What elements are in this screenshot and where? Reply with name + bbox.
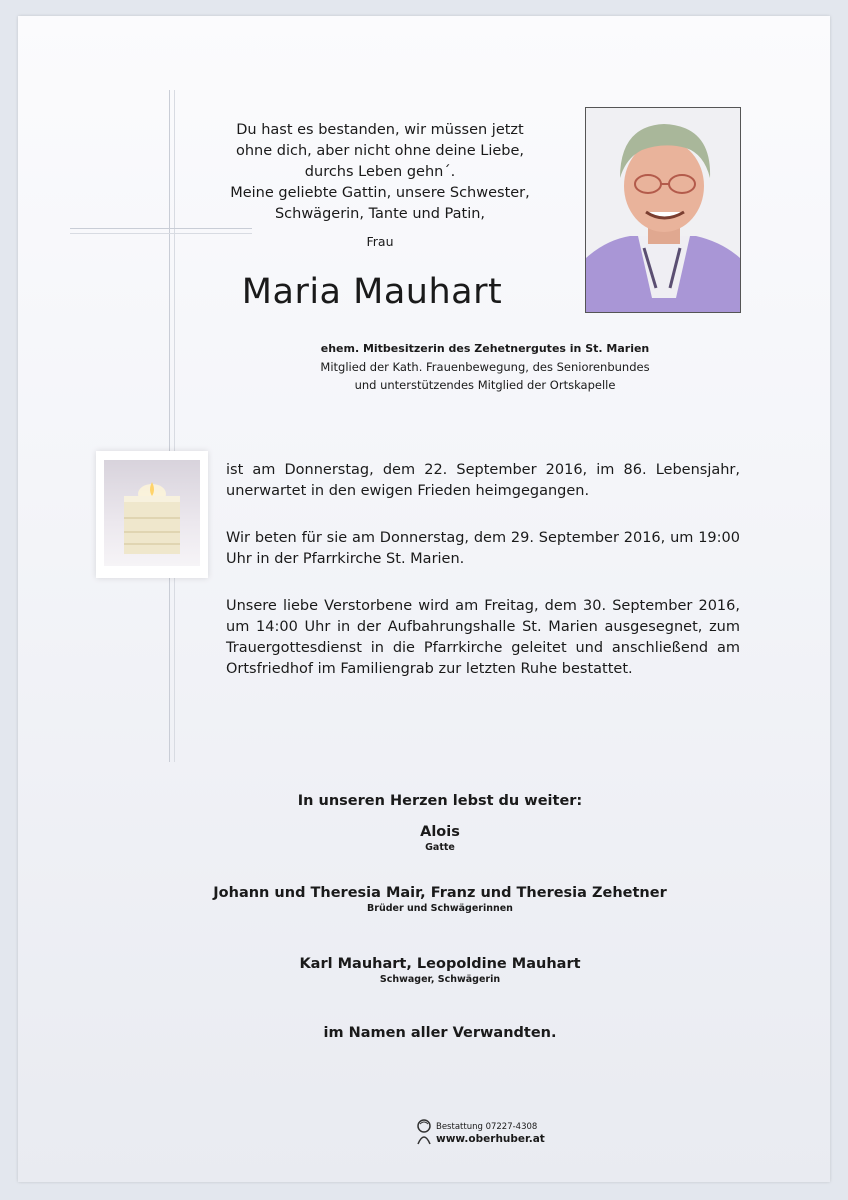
- funeral-home-website: www.oberhuber.at: [436, 1133, 545, 1145]
- biography-line: ehem. Mitbesitzerin des Zehetnergutes in St. Marien: [320, 342, 650, 355]
- poem-line: Du hast es bestanden, wir müssen jetzt: [236, 122, 524, 138]
- poem-line: ohne dich, aber nicht ohne deine Liebe,: [235, 143, 525, 159]
- death-paragraph: ist am Donnerstag, dem 22. September 2016, im 86. Lebensjahr, unerwartet in den ewigen Frieden heimgegangen.: [226, 462, 740, 499]
- announcement-text: [226, 460, 740, 706]
- salutation: Frau: [366, 234, 394, 249]
- prayer-paragraph: Wir beten für sie am Donnerstag, dem 29. September 2016, um 19:00 Uhr in der Pfarrkirche St. Marien.: [226, 530, 740, 567]
- mourner-names: Alois: [420, 824, 460, 840]
- candle-picture: [96, 451, 208, 578]
- cross-vertical-bar: [169, 90, 175, 762]
- mourner-names: Johann und Theresia Mair, Franz und Theresia Zehetner: [213, 885, 667, 901]
- mourner-group: [200, 956, 680, 985]
- portrait-photo: [585, 107, 741, 313]
- poem-line: durchs Leben gehn´.: [304, 164, 456, 180]
- biography-line: Mitglied der Kath. Frauenbewegung, des Seniorenbundes: [320, 360, 650, 374]
- closing-final: im Namen aller Verwandten.: [323, 1025, 557, 1041]
- mourner-relation: Gatte: [425, 842, 455, 853]
- poem-line: Schwägerin, Tante und Patin,: [274, 206, 486, 222]
- biography: [290, 340, 680, 394]
- deceased-name: Maria Mauhart: [241, 272, 503, 312]
- funeral-home-logo-icon: [414, 1118, 434, 1146]
- mourner-group: [200, 885, 680, 914]
- mourner-relation: Brüder und Schwägerinnen: [367, 903, 513, 914]
- mourner-relation: Schwager, Schwägerin: [379, 974, 501, 985]
- poem: [200, 120, 560, 225]
- candle-background: [104, 460, 200, 566]
- biography-line: und unterstützendes Mitglied der Ortskapelle: [354, 378, 616, 392]
- funeral-home-footer: [414, 1118, 554, 1150]
- mourner-names: Karl Mauhart, Leopoldine Mauhart: [299, 956, 581, 972]
- mourner-group: [200, 824, 680, 853]
- poem-line: Meine geliebte Gattin, unsere Schwester,: [230, 185, 530, 201]
- funeral-home-phone: Bestattung 07227-4308: [436, 1122, 538, 1132]
- funeral-paragraph: Unsere liebe Verstorbene wird am Freitag, dem 30. September 2016, um 14:00 Uhr in der Aufbahrungshalle St. Marien ausgesegnet, zum Trauergottesdienst in die Pfarrkirche geleitet und anschließend am Ortsfriedhof im Familiengrab zur letzten Ruhe bestattet.: [226, 598, 740, 677]
- closing-heading: In unseren Herzen lebst du weiter:: [297, 793, 583, 809]
